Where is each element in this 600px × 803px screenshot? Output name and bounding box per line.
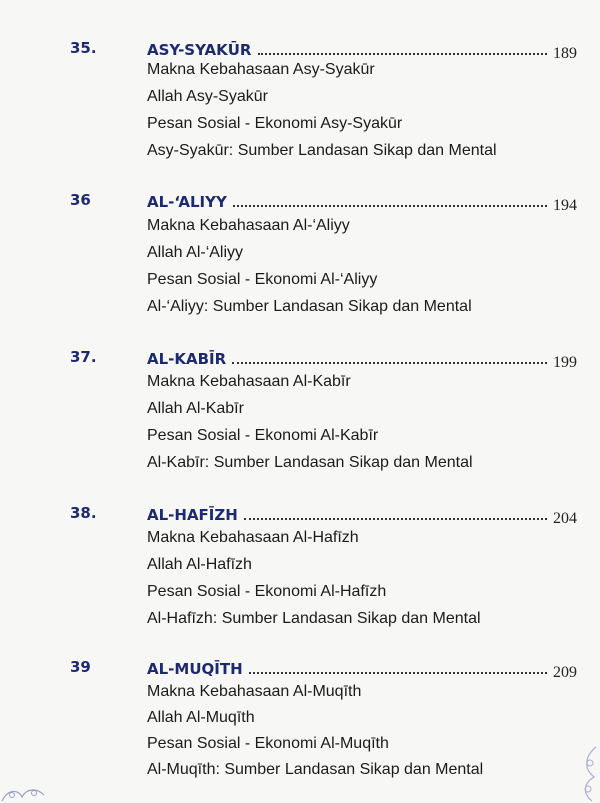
subentry: Al-Hafīzh: Sumber Landasan Sikap dan Mental xyxy=(147,610,481,627)
subentry: Allah Al-Hafīzh xyxy=(147,556,252,573)
subentry: Allah Al-‘Aliyy xyxy=(147,244,244,261)
subentry: Makna Kebahasaan Al-Muqīth xyxy=(147,683,362,700)
entry-page-number: 209 xyxy=(553,664,577,681)
entry-heading-row[interactable] xyxy=(147,38,577,60)
entry-number: 35. xyxy=(70,39,97,57)
dot-leader xyxy=(232,362,547,364)
subentry: Pesan Sosial - Ekonomi Al-Muqīth xyxy=(147,735,389,752)
subentry: Pesan Sosial - Ekonomi Al-‘Aliyy xyxy=(147,271,378,288)
subentry: Al-‘Aliyy: Sumber Landasan Sikap dan Mental xyxy=(147,298,472,315)
entry-page-number: 199 xyxy=(553,354,577,371)
dot-leader xyxy=(249,672,547,674)
subentry: Allah Al-Kabīr xyxy=(147,400,244,417)
entry-number: 36 xyxy=(70,191,91,209)
entry-number: 38. xyxy=(70,504,97,522)
subentry: Makna Kebahasaan Asy-Syakūr xyxy=(147,61,375,78)
subentry: Al-Muqīth: Sumber Landasan Sikap dan Mental xyxy=(147,761,484,778)
dot-leader xyxy=(244,518,547,520)
subentry: Makna Kebahasaan Al-Kabīr xyxy=(147,373,351,390)
subentry: Al-Kabīr: Sumber Landasan Sikap dan Mental xyxy=(147,454,473,471)
entry-title[interactable]: ASY-SYAKŪR xyxy=(147,41,252,59)
entry-heading-row[interactable] xyxy=(147,657,577,679)
entry-page-number: 194 xyxy=(553,197,577,214)
subentry: Makna Kebahasaan Al-Hafīzh xyxy=(147,529,359,546)
subentry: Pesan Sosial - Ekonomi Al-Hafīzh xyxy=(147,583,387,600)
entry-number: 39 xyxy=(70,658,91,676)
entry-number: 37. xyxy=(70,348,97,366)
subentry: Asy-Syakūr: Sumber Landasan Sikap dan Mental xyxy=(147,142,497,159)
subentry: Allah Al-Muqīth xyxy=(147,709,255,726)
entry-title[interactable]: AL-MUQĪTH xyxy=(147,660,243,678)
entry-title[interactable]: AL-KABĪR xyxy=(147,350,227,368)
entry-heading-row[interactable] xyxy=(147,190,577,212)
entry-page-number: 204 xyxy=(553,510,577,527)
entry-page-number: 189 xyxy=(553,45,577,62)
entry-heading-row[interactable] xyxy=(147,347,577,369)
subentry: Allah Asy-Syakūr xyxy=(147,88,268,105)
subentry: Pesan Sosial - Ekonomi Asy-Syakūr xyxy=(147,115,403,132)
subentry: Pesan Sosial - Ekonomi Al-Kabīr xyxy=(147,427,379,444)
entry-title[interactable]: AL-HAFĪZH xyxy=(147,506,238,524)
subentry: Makna Kebahasaan Al-‘Aliyy xyxy=(147,217,350,234)
entry-title[interactable]: AL-‘ALIYY xyxy=(147,193,227,211)
floral-ornament-icon xyxy=(0,781,50,803)
dot-leader xyxy=(258,53,548,55)
floral-ornament-icon xyxy=(570,743,600,803)
dot-leader xyxy=(233,205,547,207)
entry-heading-row[interactable] xyxy=(147,503,577,525)
